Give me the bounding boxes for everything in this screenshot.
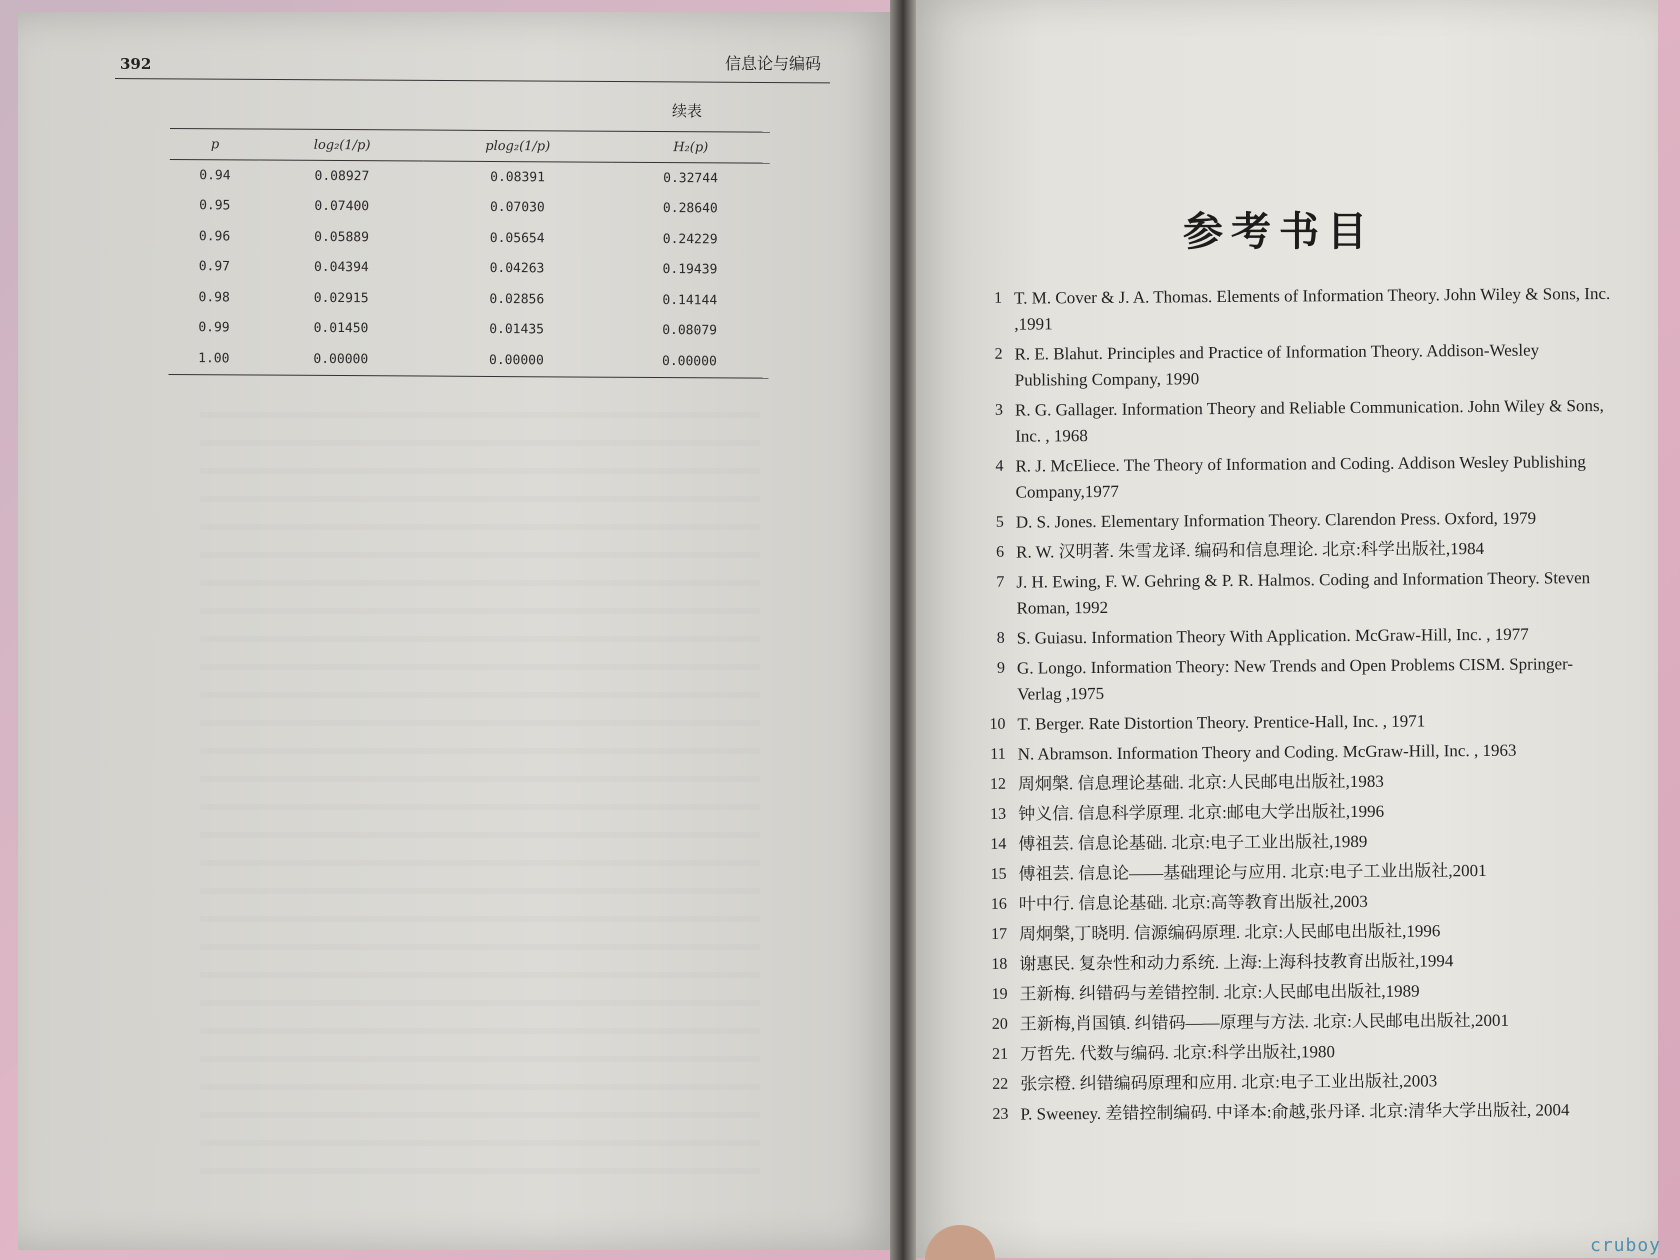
table-row (168, 343, 768, 378)
reference-item (973, 947, 1618, 978)
reference-item (968, 281, 1613, 338)
table-cell: 0.04394 (313, 260, 369, 276)
reference-number: 22 (992, 1075, 1009, 1093)
reference-item (970, 505, 1615, 536)
table-cell: 0.08391 (490, 169, 546, 186)
reference-number: 10 (989, 715, 1006, 733)
table-body (168, 159, 769, 377)
table-cell: 0.08927 (314, 168, 370, 184)
reference-item (971, 621, 1616, 652)
reference-item (968, 337, 1613, 394)
reference-number: 11 (990, 745, 1006, 763)
page-number: 392 (120, 55, 152, 73)
reference-text: R. J. McEliece. The Theory of Information and Coding. Addison Wesley Publishing Company,1977 (1015, 452, 1586, 502)
table-cell: 0.94 (199, 167, 231, 184)
reference-text: R. G. Gallager. Information Theory and Reliable Communication. John Wiley & Sons, Inc. , 1968 (1014, 396, 1604, 446)
reference-item (974, 1097, 1619, 1128)
reference-item (973, 917, 1618, 948)
reference-item (972, 767, 1617, 798)
table-header-cell: log₂(1/p) (260, 129, 424, 161)
reference-number: 14 (990, 835, 1007, 853)
reference-number: 1 (994, 289, 1003, 307)
table-cell: 0.96 (198, 228, 231, 245)
table-row (169, 282, 769, 316)
continuation-label: 续表 (672, 102, 703, 120)
watermark: cruboy (1590, 1235, 1662, 1256)
reference-number: 3 (994, 401, 1004, 419)
reference-text: 叶中行. 信息论基础. 北京:高等教育出版社,2003 (1018, 891, 1368, 914)
reference-text: T. Berger. Rate Distortion Theory. Prentice-Hall, Inc. , 1971 (1017, 711, 1426, 734)
reference-number: 15 (990, 865, 1007, 883)
reference-number: 21 (991, 1045, 1009, 1063)
reference-number: 9 (996, 659, 1006, 677)
table-cell: 0.28640 (662, 201, 718, 217)
reference-text: 谢惠民. 复杂性和动力系统. 上海:上海科技教育出版社,1994 (1019, 951, 1454, 974)
reference-number: 8 (996, 629, 1005, 647)
table-cell: 0.98 (198, 289, 230, 306)
table-row (169, 312, 769, 346)
reference-number: 16 (990, 895, 1007, 913)
table-cell: 0.01435 (489, 322, 545, 338)
reference-text: J. H. Ewing, F. W. Gehring & P. R. Halmos. Coding and Information Theory. Steven Roman, 1992 (1016, 568, 1591, 618)
table-cell: 0.19439 (662, 262, 718, 278)
reference-item (974, 1037, 1619, 1068)
reference-text: P. Sweeney. 差错控制编码. 中译本:俞越,张丹译. 北京:清华大学出版社, 2004 (1020, 1100, 1570, 1124)
reference-number: 13 (990, 805, 1007, 823)
table-cell: 0.32744 (663, 170, 718, 187)
reference-number: 20 (991, 1015, 1008, 1033)
reference-number: 12 (989, 775, 1006, 793)
reference-number: 23 (992, 1105, 1009, 1123)
table-row (170, 159, 770, 194)
entropy-table (168, 128, 769, 378)
reference-number: 18 (991, 955, 1008, 973)
reference-item (974, 1067, 1619, 1098)
book-spine (890, 0, 916, 1260)
reference-number: 19 (991, 985, 1008, 1003)
table-cell: 0.04263 (489, 261, 545, 277)
table-cell: 0.02856 (489, 291, 545, 308)
reference-text: 傅祖芸. 信息论——基础理论与应用. 北京:电子工业出版社,2001 (1018, 860, 1487, 884)
reference-text: 周炯槃. 信息理论基础. 北京:人民邮电出版社,1983 (1017, 771, 1384, 794)
reference-text: 傅祖芸. 信息论基础. 北京:电子工业出版社,1989 (1018, 831, 1368, 854)
reference-item (972, 737, 1617, 768)
reference-list (968, 281, 1620, 1132)
table-cell: 0.00000 (259, 344, 423, 376)
table-cell: 0.00000 (610, 346, 768, 378)
reference-item (971, 707, 1616, 738)
table-header-cell: plog₂(1/p) (424, 130, 612, 162)
table-cell: 0.97 (198, 259, 231, 275)
reference-item (974, 1007, 1619, 1038)
reference-item (970, 565, 1615, 622)
reference-text: D. S. Jones. Elementary Information Theory. Clarendon Press. Oxford, 1979 (1015, 508, 1537, 532)
reference-text: 王新梅. 纠错码与差错控制. 北京:人民邮电出版社,1989 (1019, 981, 1420, 1004)
table-cell: 0.99 (198, 320, 230, 336)
table-cell: 1.00 (168, 343, 259, 375)
table-cell: 0.24229 (662, 231, 718, 248)
table-cell: 0.08079 (662, 323, 718, 339)
reference-item (973, 887, 1618, 918)
reference-item (970, 535, 1615, 566)
reference-text: G. Longo. Information Theory: New Trends and Open Problems CISM. Springer-Verlag ,1975 (1016, 654, 1574, 704)
page-title: 参考书目 (1183, 209, 1375, 255)
table-cell: 0.01450 (313, 321, 369, 337)
reference-text: N. Abramson. Information Theory and Coding. McGraw-Hill, Inc. , 1963 (1017, 740, 1517, 764)
reference-number: 7 (996, 573, 1005, 591)
table-header-cell: p (170, 128, 261, 160)
reference-number: 17 (991, 925, 1008, 943)
table-header-cell: H₂(p) (611, 131, 769, 163)
table-cell: 0.05654 (489, 230, 545, 247)
table-row (169, 190, 769, 224)
table-cell: 0.07400 (314, 199, 370, 215)
reference-text: R. E. Blahut. Principles and Practice of Information Theory. Addison-Wesley Publishing Company, 1990 (1014, 340, 1540, 390)
reference-item (969, 393, 1614, 450)
table-cell: 0.02915 (313, 290, 369, 306)
reference-item (973, 857, 1618, 888)
reference-text: R. W. 汉明著. 朱雪龙译. 编码和信息理论. 北京:科学出版社,1984 (1016, 538, 1485, 562)
table-header-row (170, 128, 770, 163)
running-header: 信息论与编码 (725, 54, 822, 73)
reference-item (969, 449, 1614, 506)
reference-text: T. M. Cover & J. A. Thomas. Elements of Information Theory. John Wiley & Sons, Inc. ,1991 (1014, 283, 1611, 334)
reference-text: 钟义信. 信息科学原理. 北京:邮电大学出版社,1996 (1018, 801, 1385, 824)
reference-number: 2 (994, 345, 1003, 363)
reference-number: 6 (996, 543, 1005, 561)
table-row (169, 221, 769, 255)
reference-number: 5 (995, 513, 1004, 531)
table-cell: 0.95 (199, 198, 231, 214)
table-cell: 0.00000 (423, 345, 611, 377)
reference-text: S. Guiasu. Information Theory With Application. McGraw-Hill, Inc. , 1977 (1016, 624, 1529, 648)
reference-item (971, 651, 1616, 708)
reference-text: 张宗橙. 纠错编码原理和应用. 北京:电子工业出版社,2003 (1020, 1071, 1438, 1094)
reference-item (973, 977, 1618, 1008)
bleed-through-text (200, 390, 760, 1180)
table-cell: 0.05889 (314, 229, 370, 245)
reference-number: 4 (995, 457, 1004, 475)
table-cell: 0.07030 (489, 200, 545, 216)
reference-item (972, 797, 1617, 828)
reference-text: 万哲先. 代数与编码. 北京:科学出版社,1980 (1019, 1042, 1336, 1064)
reference-text: 王新梅,肖国镇. 纠错码——原理与方法. 北京:人民邮电出版社,2001 (1019, 1010, 1510, 1034)
reference-text: 周炯槃,丁晓明. 信源编码原理. 北京:人民邮电出版社,1996 (1019, 921, 1441, 944)
table-cell: 0.14144 (662, 292, 718, 309)
table-row (169, 251, 769, 285)
reference-item (972, 827, 1617, 858)
